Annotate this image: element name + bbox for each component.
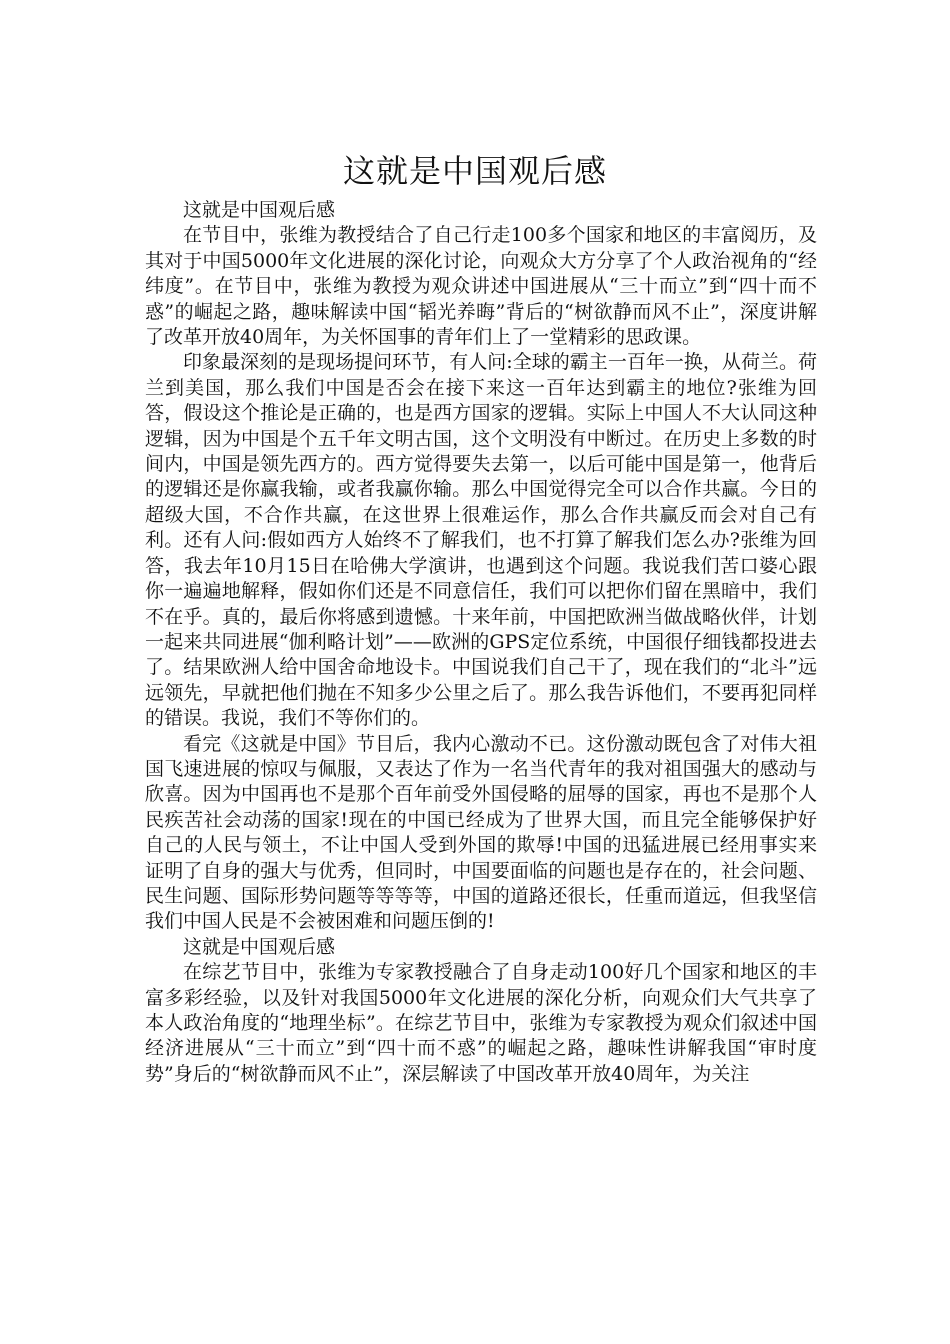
- document-title: 这就是中国观后感: [342, 152, 607, 191]
- paragraph-1: 在节目中，张维为教授结合了自己行走100多个国家和地区的丰富阅历，及其对于中国5000年文化进展的深化讨论，向观众大方分享了个人政治视角的“经纬度”。在节目中，张维为教授为观众讲述中国进展从“三十而立”到“四十而不惑”的崛起之路，趣味解读中国“韬光养晦”背后的“树欲静而风不止”，深度讲解了改革开放40周年，为关怀国事的青年们上了一堂精彩的思政课。: [145, 224, 817, 349]
- paragraph-subtitle-1: 这就是中国观后感: [183, 199, 336, 221]
- paragraph-3: 看完《这就是中国》节目后，我内心激动不已。这份激动既包含了对伟大祖国飞速进展的惊叹与佩服，又表达了作为一名当代青年的我对祖国强大的感动与欣喜。因为中国再也不是那个百年前受外国侵略的屈辱的国家，再也不是那个人民疾苦社会动荡的国家!现在的中国已经成为了世界大国，而且完全能够保护好自己的人民与领土，不让中国人受到外国的欺辱!中国的迅猛进展已经用事实来证明了自身的强大与优秀，但同时，中国要面临的问题也是存在的，社会问题、民生问题、国际形势问题等等等等，中国的道路还很长，任重而道远，但我坚信我们中国人民是不会被困难和问题压倒的!: [145, 732, 817, 933]
- paragraph-2: 印象最深刻的是现场提问环节，有人问:全球的霸主一百年一换，从荷兰。荷兰到美国，那么我们中国是否会在接下来这一百年达到霸主的地位?张维为回答，假设这个推论是正确的，也是西方国家的逻辑。实际上中国人不大认同这种逻辑，因为中国是个五千年文明古国，这个文明没有中断过。在历史上多数的时间内，中国是领先西方的。西方觉得要失去第一，以后可能中国是第一，他背后的逻辑还是你赢我输，或者我赢你输。那么中国觉得完全可以合作共赢。今日的超级大国，不合作共赢，在这世界上很难运作，那么合作共赢反而会对自己有利。还有人问:假如西方人始终不了解我们，也不打算了解我们怎么办?张维为回答，我去年10月15日在哈佛大学演讲，也遇到这个问题。我说我们苦口婆心跟你一遍遍地解释，假如你们还是不同意信任，我们可以把你们留在黑暗中，我们不在乎。真的，最后你将感到遗憾。十来年前，中国把欧洲当做战略伙伴，计划一起来共同进展“伽利略计划”——欧洲的GPS定位系统，中国很仔细钱都投进去了。结果欧洲人给中国舍命地设卡。中国说我们自己干了，现在我们的“北斗”远远领先，早就把他们抛在不知多少公里之后了。那么我告诉他们，不要再犯同样的错误。我说，我们不等你们的。: [145, 351, 817, 730]
- document-body: [145, 198, 817, 1087]
- paragraph-subtitle-2: 这就是中国观后感: [183, 935, 336, 958]
- paragraph-4: 在综艺节目中，张维为专家教授融合了自身走动100好几个国家和地区的丰富多彩经验，以及针对我国5000年文化进展的深化分析，向观众们大气共享了本人政治角度的“地理坐标”。在综艺节目中，张维为专家教授为观众们叙述中国经济进展从“三十而立”到“四十而不惑”的崛起之路，趣味性讲解我国“审时度势”身后的“树欲静而风不止”，深层解读了中国改革开放40周年，为关注: [145, 961, 817, 1085]
